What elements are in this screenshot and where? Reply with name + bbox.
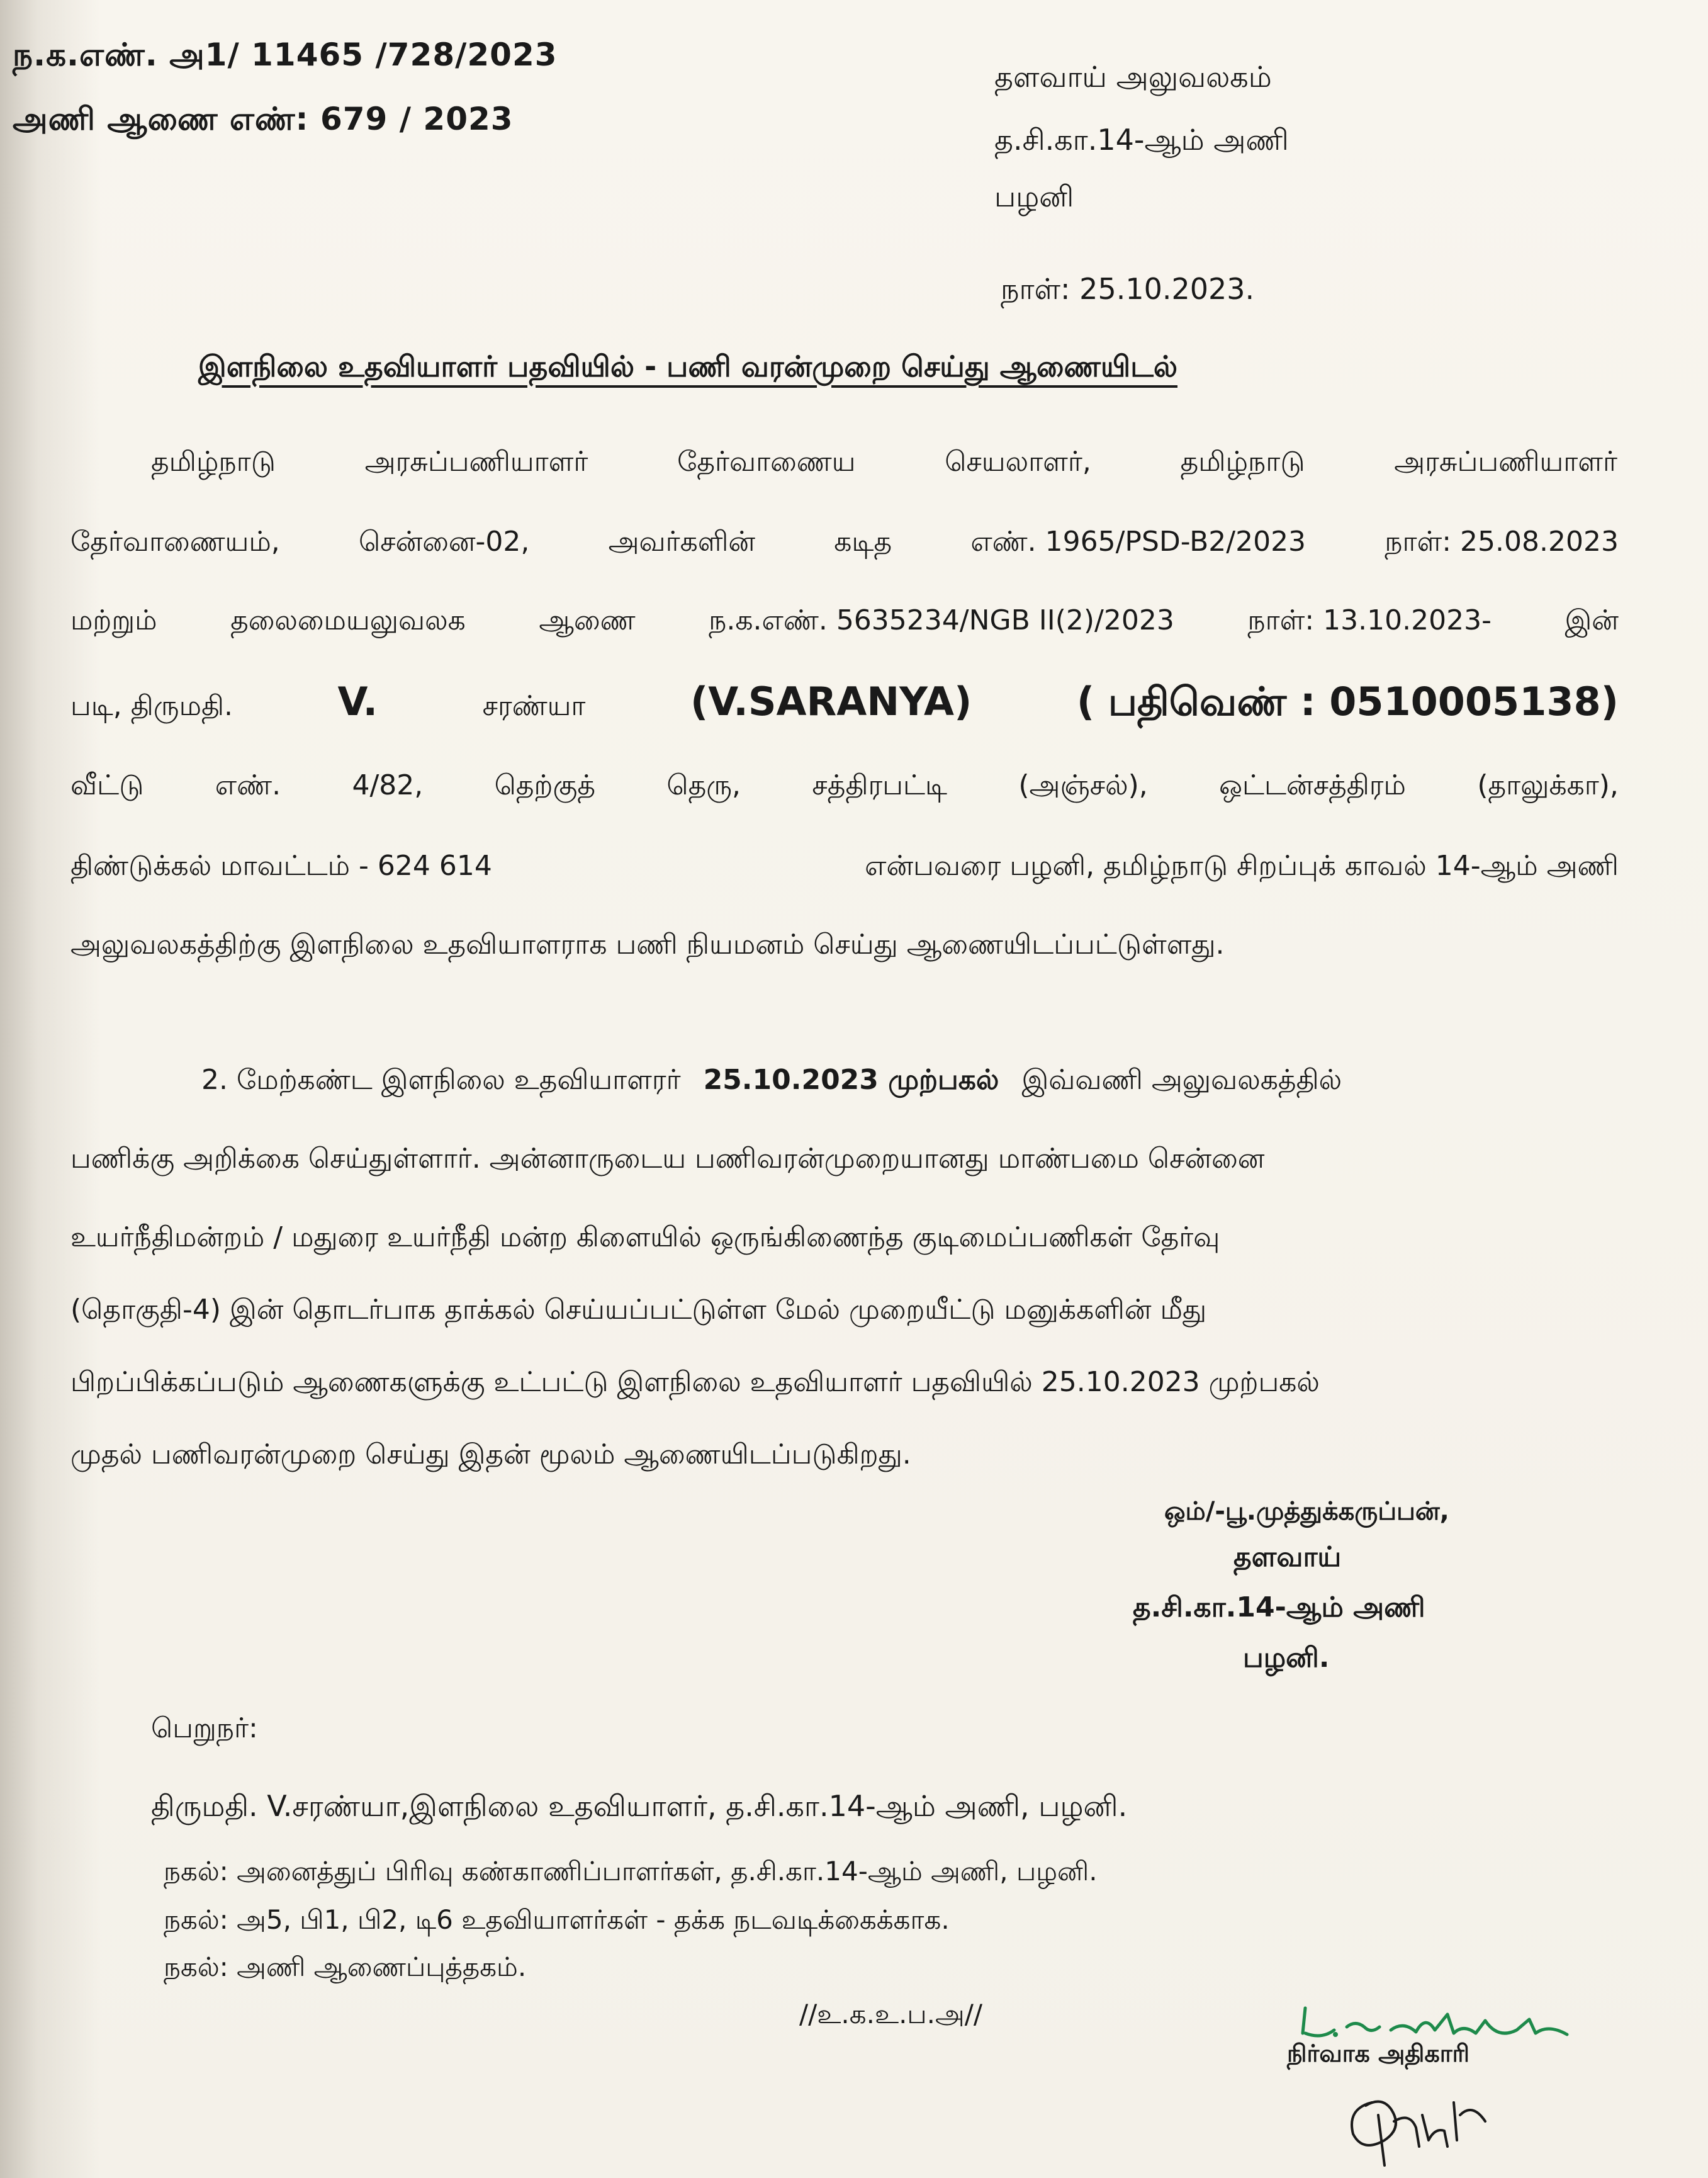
reference-number: ந.க.எண். அ1/ 11465 /728/2023 <box>13 37 558 73</box>
para2-line6: முதல் பணிவரன்முறை செய்து இதன் மூலம் ஆணையிடப்படுகிறது. <box>70 1438 911 1470</box>
order-ref: ந.க.எண். 5635234/NGB II(2)/2023 <box>709 604 1174 636</box>
recipient: திருமதி. V.சரண்யா,இளநிலை உதவியாளர், த.சி.கா.14-ஆம் அணி, பழனி. <box>151 1789 1128 1823</box>
name-initial: V. <box>337 679 378 725</box>
signed-by: ஒம்/-பூ.முத்துக்கருப்பன், <box>1164 1497 1449 1526</box>
district-text: திண்டுக்கல் மாவட்டம் - 624 614 <box>70 850 492 882</box>
word: தமிழ்நாடு <box>151 446 276 478</box>
word: 4/82, <box>352 769 424 801</box>
forwarded-mark: //உ.க.உ.ப.அ// <box>799 1999 983 2029</box>
document-date: நாள்: 25.10.2023. <box>1001 272 1255 306</box>
letter-date: நாள்: 25.08.2023 <box>1385 526 1619 558</box>
copy-line: நகல்: அ5, பி1, பி2, டி6 உதவியாளர்கள் - தக்க நடவடிக்கைக்காக. <box>164 1904 950 1935</box>
word: ஆணை <box>539 604 636 636</box>
word: மற்றும் <box>70 604 157 636</box>
name-english: (V.SARANYA) <box>690 679 972 725</box>
copy-line: நகல்: அணி ஆணைப்புத்தகம். <box>164 1951 527 1982</box>
word: வீட்டு <box>70 769 144 801</box>
word: படி, திருமதி. <box>70 690 233 722</box>
copy-line: நகல்: அனைத்துப் பிரிவு கண்காணிப்பாளர்கள், த.சி.கா.14-ஆம் அணி, பழனி. <box>164 1856 1098 1887</box>
para1-line6 <box>70 850 1619 886</box>
word: (தாலுக்கா), <box>1477 769 1619 801</box>
office-unit: த.சி.கா.14-ஆம் அணி <box>994 123 1289 157</box>
word: அவர்களின் <box>608 526 756 558</box>
para2-line2: பணிக்கு அறிக்கை செய்துள்ளார். அன்னாருடைய பணிவரன்முறையானது மாண்பமை சென்னை <box>70 1143 1265 1175</box>
word: அரசுப்பணியாளர் <box>364 446 588 478</box>
order-number: அணி ஆணை எண்: 679 / 2023 <box>13 101 514 137</box>
word: தமிழ்நாடு <box>1180 446 1305 478</box>
office-name: தளவாய் அலுவலகம் <box>994 60 1272 94</box>
para2-line5: பிறப்பிக்கப்படும் ஆணைகளுக்கு உட்பட்டு இளநிலை உதவியாளர் பதவியில் 25.10.2023 முற்பகல் <box>70 1366 1320 1398</box>
para1-line4 <box>70 679 1619 730</box>
initial-signature <box>1334 2077 1498 2172</box>
word: கடித <box>834 526 892 558</box>
word: (அஞ்சல்), <box>1018 769 1148 801</box>
letter-ref: எண். 1965/PSD-B2/2023 <box>970 526 1306 558</box>
word: தேர்வாணையம், <box>70 526 280 558</box>
office-place: பழனி <box>994 179 1074 213</box>
para1-line5 <box>70 769 1619 805</box>
para2-line3: உயர்நீதிமன்றம் / மதுரை உயர்நீதி மன்ற கிளையில் ஒருங்கிணைந்த குடிமைப்பணிகள் தேர்வு <box>70 1221 1220 1253</box>
word: சத்திரபட்டி <box>812 769 948 801</box>
word: அரசுப்பணியாளர் <box>1394 446 1617 478</box>
posting-text: என்பவரை பழனி, தமிழ்நாடு சிறப்புக் காவல் 14-ஆம் அணி <box>865 850 1619 882</box>
para1-line1 <box>151 446 1617 482</box>
signatory-place: பழனி. <box>1243 1642 1330 1674</box>
word: செயலாளர், <box>945 446 1091 478</box>
para2-line1: 2. மேற்கண்ட இளநிலை உதவியாளரர் 25.10.2023 முற்பகல் இவ்வணி அலுவலகத்தில் <box>201 1064 1342 1096</box>
registration-number: ( பதிவெண் : 0510005138) <box>1076 679 1619 725</box>
word: தெற்குத் <box>494 769 595 801</box>
recipient-label: பெறுநர்: <box>151 1712 258 1744</box>
signatory-unit: த.சி.கா.14-ஆம் அணி <box>1133 1591 1425 1623</box>
name-tamil: சரண்யா <box>482 690 586 722</box>
word: தலைமையலுவலக <box>230 604 466 636</box>
para1-line2 <box>70 526 1619 561</box>
word: தெரு, <box>666 769 741 801</box>
signatory-title: தளவாய் <box>1233 1541 1342 1573</box>
para2-line4: (தொகுதி-4) இன் தொடர்பாக தாக்கல் செய்யப்பட்டுள்ள மேல் முறையீட்டு மனுக்களின் மீது <box>70 1294 1207 1326</box>
para1-line3 <box>70 604 1619 640</box>
join-datetime: 25.10.2023 முற்பகல் <box>703 1064 999 1096</box>
document-title: இளநிலை உதவியாளர் பதவியில் - பணி வரன்முறை செய்து ஆணையிடல் <box>198 349 1178 383</box>
para1-line7: அலுவலகத்திற்கு இளநிலை உதவியாளராக பணி நியமனம் செய்து ஆணையிடப்பட்டுள்ளது. <box>70 928 1225 961</box>
officer-title: நிர்வாக அதிகாரி <box>1287 2040 1469 2067</box>
word: எண். <box>215 769 281 801</box>
word: தேர்வாணைய <box>677 446 856 478</box>
word: இன் <box>1565 604 1619 636</box>
word: சென்னை-02, <box>358 526 530 558</box>
order-date: நாள்: 13.10.2023- <box>1247 604 1492 636</box>
word: ஒட்டன்சத்திரம் <box>1219 769 1406 801</box>
